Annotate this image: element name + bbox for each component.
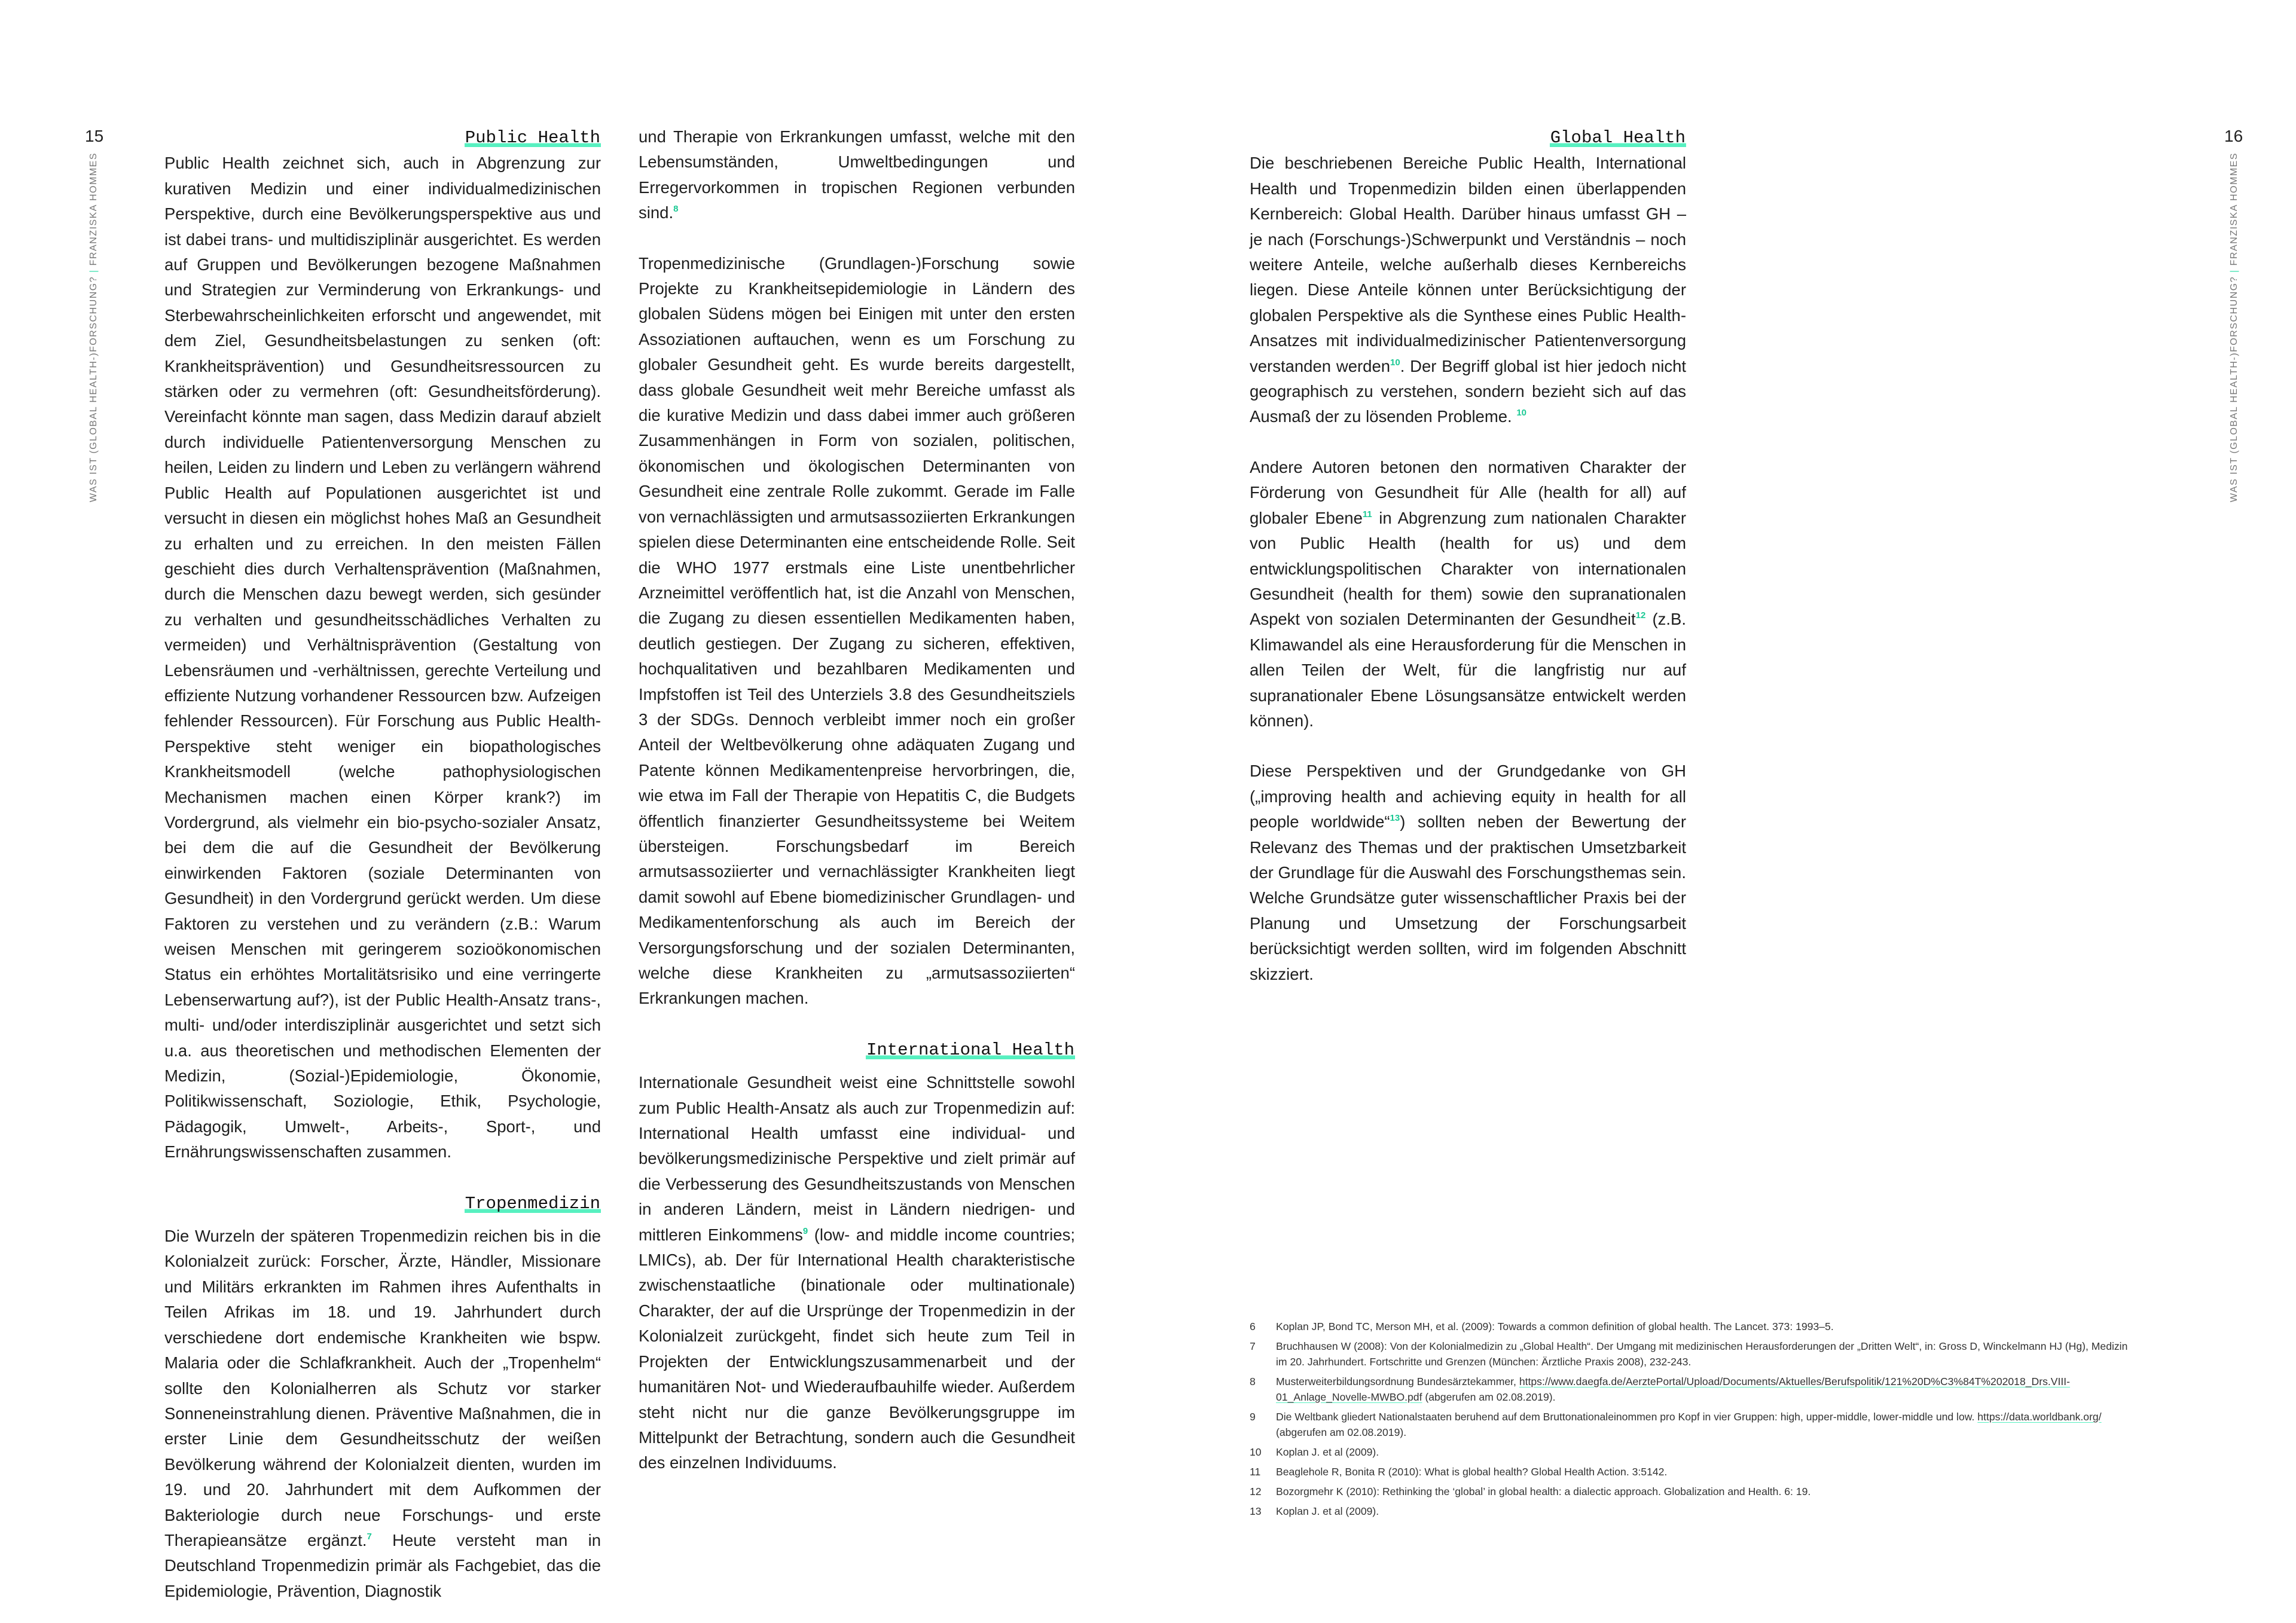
paragraph-international-health [639,1070,1075,1476]
footnote-text: Bruchhausen W (2008): Von der Kolonialmedizin zu „Global Health“. Der Umgang mit medizinischen Herausforderungen der „Dritten Welt“, in: Gross D, Winckelmann HJ (Hg), Medizin im 20. Jahrhundert. Fortschritte und Grenzen (München: Ärztliche Praxis 2008), 232-243. [1276,1340,2128,1368]
footnote-ref[interactable]: 7 [367,1531,372,1542]
footnote-text [1276,1409,2129,1440]
footnote-link[interactable]: https://www.daegfa.de/AerztePortal/Upload/Documents/Aktuelles/Berufspolitik/121%20D%C3%84T%202018_Drs.VIII-01_Anlage_Novelle-MWBO.pdf [1276,1376,2071,1403]
footnote-ref[interactable]: 8 [673,204,679,215]
footnotes [1250,1319,2129,1523]
paragraph-text: Internationale Gesundheit weist eine Schnittstelle sowohl zum Public Health-Ansatz als auch zur Tropenmedizin auf: International Health umfasst eine individual- und bevölkerungsmedizinische Perspektive und zielt primär auf die Verbesserung des Gesundheitszustands von Menschen in anderen Ländern, meist in Ländern niedrigen- und mittleren Einkommens [639,1073,1075,1244]
paragraph-tropenmedizin [164,1224,601,1604]
page-number-left: 15 [85,127,104,145]
section-heading-global-health: Global Health [1550,128,1686,148]
footnote-text-part: Musterweiterbildungsordnung Bundesärztekammer, [1276,1376,1519,1387]
paragraph-text: Diese Perspektiven und der Grundgedanke von GH („improving health and achieving equity in health for all people worldwide“ [1250,762,1686,832]
footnote-text-part: Die Weltbank gliedert Nationalstaaten beruhend auf dem Bruttonationaleinommen pro Kopf in vier Gruppen: high, upper-middle, lower-middle und low. [1276,1411,1978,1423]
section-heading-global-health-wrap [1250,124,1686,149]
paragraph-global-health [1250,151,1686,429]
footnote-item [1250,1444,2129,1460]
side-label-author: FRANZISKA HOMMES [88,152,99,266]
paragraph-text: Die beschriebenen Bereiche Public Health, International Health und Tropenmedizin bilden einen überlappenden Kernbereich: Global Health. Darüber hinaus umfasst GH – je nach (Forschungs-)Schwerpunkt und Verständnis – noch weitere Anteile, welche außerhalb dieses Kernbereichs liegen. Diese Anteile können unter Berücksichtigung der globalen Perspektive als die Synthese eines Public Health-Ansatzes mit individualmedizinischer Patientenversorgung verstanden werden [1250,154,1686,375]
paragraph-text: Andere Autoren betonen den normativen Charakter der Förderung von Gesundheit für Alle (health for all) auf globaler Ebene [1250,457,1686,527]
footnote-text: Bozorgmehr K (2010): Rethinking the ‘global’ in global health: a dialectic approach. Globalization and Health. 6: 19. [1276,1486,1811,1497]
side-label-title: WAS IST (GLOBAL HEALTH-)FORSCHUNG? [88,276,99,503]
section-heading-public-health: Public Health [465,128,600,148]
column-3 [1250,124,1686,987]
section-heading-public-health-wrap [164,124,601,149]
footnote-text: Koplan J. et al (2009). [1276,1446,1379,1458]
footnote-text-part: (abgerufen am 02.08.2019). [1422,1391,1556,1403]
paragraph-text: Die Wurzeln der späteren Tropenmedizin reichen bis in die Kolonialzeit zurück: Forscher, Ärzte, Händler, Missionare und Militärs erkrankten im Rahmen ihres Aufenthalts in Teilen Afrikas im 18. und 19. Jahrhundert durch verschiedene dort endemische Krankheiten wie bspw. Malaria oder die Schlafkrankheit. Auch der „Tropenhelm“ sollte den Kolonialherren als Schutz vor starker Sonneneinstrahlung dienen. Präventive Maßnahmen, die in erster Linie dem Gesundheitsschutz der weißen Bevölkerung während der Kolonialzeit dienten, wurden im 19. und 20. Jahrhundert mit dem Aufkommen der Bakteriologie durch neue Forschungs- und erste Therapieansätze ergänzt. [164,1227,601,1549]
side-label-left [88,152,99,502]
side-label-separator: | [88,265,99,276]
side-label-author: FRANZISKA HOMMES [2229,152,2239,266]
paragraph-text: (z.B. Klimawandel als eine Herausforderung für die Menschen in allen Teilen der Welt, für die langfristig nur auf supranationaler Ebene Lösungsansätze entwickelt werden können). [1250,610,1686,730]
paragraph-research: Tropenmedizinische (Grundlagen-)Forschung sowie Projekte zu Krankheitsepidemiologie in Ländern des globalen Südens mögen bei Einigen mit unter den ersten Assoziationen auftauchen, wenn es um Forschung zu globaler Gesundheit geht. Es wurde bereits dargestellt, dass globale Gesundheit weit mehr Bereiche umfasst als die kurative Medizin und dass dabei immer auch größeren Zusammenhängen in Form von sozialen, politischen, ökonomischen und ökologischen Determinanten von Gesundheit eine zentrale Rolle zukommt. Gerade im Falle von vernachlässigten und armutsassoziierten Erkrankungen spielen diese Determinanten eine entscheidende Rolle. Seit die WHO 1977 erstmals eine Liste unentbehrlicher Arzneimittel veröffentlich hat, ist die Anzahl von Menschen, die Zugang zu diesen essentiellen Medikamenten haben, deutlich gestiegen. Der Zugang zu sicheren, effektiven, hochqualitativen und bezahlbaren Medikamenten und Impfstoffen ist Teil des Unterziels 3.8 des Gesundheitsziels 3 der SDGs. Dennoch verbleibt immer noch ein großer Anteil der Weltbevölkerung ohne adäquaten Zugang und Patente können Medikamentenpreise hervorbringen, die, wie etwa im Fall der Therapie von Hepatitis C, die Budgets öffentlich finanzierter Gesundheitssysteme bei Weitem übersteigen. Forschungsbedarf im Bereich armutsassoziierter und vernachlässigter Krankheiten liegt damit sowohl auf Ebene biomedizinischer Grundlagen- und Medikamentenforschung als auch im Bereich der Versorgungsforschung und der sozialen Determinanten, welche diese Krankheiten zu „armutsassoziierten“ Erkrankungen machen. [639,253,1075,1008]
footnote-item [1250,1319,2129,1334]
section-heading-international-health-wrap [639,1037,1075,1062]
side-label-title: WAS IST (GLOBAL HEALTH-)FORSCHUNG? [2229,276,2239,503]
paragraph-text: und Therapie von Erkrankungen umfasst, welche mit den Lebensumständen, Umweltbedingungen und Erregervorkommen in tropischen Regionen verbunden sind. [639,127,1075,222]
paragraph-perspectives [1250,759,1686,987]
footnote-item [1250,1374,2129,1405]
paragraph-text: (low- and middle income countries; LMICs), ab. Der für International Health charakteristische zwischenstaatliche (binationale oder multinationale) Charakter, der auf die Ursprünge der Tropenmedizin in der Kolonialzeit zurückgeht, findet sich heute zum Teil in Projekten der Entwicklungszusammenarbeit und der humanitären Not- und Wiederaufbauhilfe wieder. Außerdem steht nicht nur die ganze Bevölkerungsgruppe im Mittelpunkt der Betrachtung, sondern auch die Gesundheit des einzelnen Individuums. [639,1225,1075,1472]
paragraph-text: in Abgrenzung zum nationalen Charakter von Public Health (health for us) und dem entwicklungspolitischen Charakter von internationalen Gesundheit (health for them) sowie den supranationalen Aspekt von sozialen Determinanten der Gesundheit [1250,508,1686,629]
footnote-item [1250,1484,2129,1499]
footnote-number: 10 [1250,1446,1262,1458]
footnote-ref[interactable]: 12 [1635,610,1646,621]
footnote-item [1250,1503,2129,1519]
footnote-number: 11 [1250,1466,1261,1478]
column-2 [639,124,1075,1476]
section-heading-international-health: International Health [866,1040,1074,1060]
section-heading-tropenmedizin: Tropenmedizin [465,1193,600,1214]
footnote-number: 12 [1250,1486,1262,1497]
footnote-ref[interactable]: 13 [1390,813,1400,824]
paragraph-public-health: Public Health zeichnet sich, auch in Abgrenzung zur kurativen Medizin und einer individualmedizinischen Perspektive, durch eine Bevölkerungsperspektive aus und ist dabei trans- und multidisziplinär ausgerichtet. Es werden auf Gruppen und Bevölkerungen bezogene Maßnahmen und Strategien zur Verminderung von Erkrankungs- und Sterbewahrscheinlichkeiten erforscht und angewendet, mit dem Ziel, Gesundheitsbelastungen zu senken (oft: Krankheitsprävention) und Gesundheitsressourcen zu stärken oder zu vermehren (oft: Gesundheitsförderung). Vereinfacht könnte man sagen, dass Medizin darauf abzielt durch individuelle Patientenversorgung Menschen zu heilen, Leiden zu lindern und Leben zu verlängern während Public Health auf Populationen ausgerichtet ist und versucht in diesen ein möglichst hohes Maß an Gesundheit zu erhalten und zu erreichen. In den meisten Fällen geschieht dies durch Verhaltensprävention (Maßnahmen, durch die Menschen dazu bewegt werden, sich gesünder zu verhalten und gesundheitsschädliches Verhalten zu vermeiden) und Verhältnisprävention (Gestaltung von Lebensräumen und -verhältnissen, gerechte Verteilung und effiziente Nutzung vorhandener Ressourcen bzw. Aufzeigen fehlender Ressourcen). Für Forschung aus Public Health-Perspektive steht weniger ein biopathologisches Krankheitsmodell (welche pathophysiologischen Mechanismen machen einen Körper krank?) im Vordergrund, als vielmehr ein bio-psycho-sozialer Ansatz, bei dem die auf die Gesundheit der Bevölkerung einwirkenden Faktoren (soziale Determinanten von Gesundheit) in den Vordergrund gerückt werden. Um diese Faktoren zu verstehen und zu verändern (z.B.: Warum weisen Menschen mit geringerem sozioökonomischen Status ein erhöhtes Mortalitätsrisiko und eine verringerte Lebenserwartung auf?), ist der Public Health-Ansatz trans-, multi- und/oder interdisziplinär ausgerichtet und setzt sich u.a. aus theoretischen und methodischen Elementen der Medizin, (Sozial-)Epidemiologie, Ökonomie, Politikwissenschaft, Soziologie, Ethik, Psychologie, Pädagogik, Umwelt-, Arbeits-, Sport-, und Ernährungswissenschaften zusammen. [164,154,601,1162]
section-heading-tropenmedizin-wrap [164,1190,601,1215]
paragraph-other-authors [1250,455,1686,733]
paragraph-text: Heute versteht man in Deutschland Tropenmedizin primär als Fachgebiet, das die Epidemiologie, Prävention, Diagnostik [164,1530,601,1600]
footnote-text: Beaglehole R, Bonita R (2010): What is global health? Global Health Action. 3:5142. [1276,1466,1668,1478]
footnote-text-part: (abgerufen am 02.08.2019). [1276,1426,1407,1438]
footnote-number: 9 [1250,1411,1256,1423]
paragraph-text: . Der Begriff global ist hier jedoch nicht geographisch zu verstehen, sondern bezieht sich auf das Ausmaß der zu lösenden Probleme. [1250,356,1686,426]
side-label-right [2229,152,2240,502]
footnote-text: Koplan J. et al (2009). [1276,1505,1379,1517]
footnote-text: Koplan JP, Bond TC, Merson MH, et al. (2009): Towards a common definition of global health. The Lancet. 373: 1993–5. [1276,1321,1834,1332]
footnote-text [1276,1374,2129,1405]
column-1 [164,124,601,1604]
paragraph-text: ) sollten neben der Bewertung der Relevanz des Themas und der praktischen Umsetzbarkeit der Grundlage für die Auswahl des Forschungsthemas sein. Welche Grundsätze guter wissenschaftlicher Praxis bei der Planung und Umsetzung der Forschungsarbeit berücksichtigt werden sollten, wird im folgenden Abschnitt skizziert. [1250,812,1686,983]
footnote-ref[interactable]: 10 [1390,357,1400,368]
side-label-separator: | [2229,265,2239,276]
footnote-number: 8 [1250,1376,1256,1387]
footnote-item [1250,1409,2129,1440]
footnote-ref[interactable]: 11 [1362,509,1372,519]
footnote-ref[interactable]: 10 [1516,408,1527,418]
footnote-number: 6 [1250,1321,1256,1332]
footnote-number: 13 [1250,1505,1262,1517]
footnote-number: 7 [1250,1340,1256,1352]
footnote-ref[interactable]: 9 [802,1225,808,1236]
paragraph-tropenmedizin-cont [639,124,1075,226]
footnote-link[interactable]: https://data.worldbank.org/ [1977,1411,2102,1423]
page-number-right: 16 [2224,127,2243,145]
footnote-item [1250,1338,2129,1370]
footnote-item [1250,1464,2129,1480]
